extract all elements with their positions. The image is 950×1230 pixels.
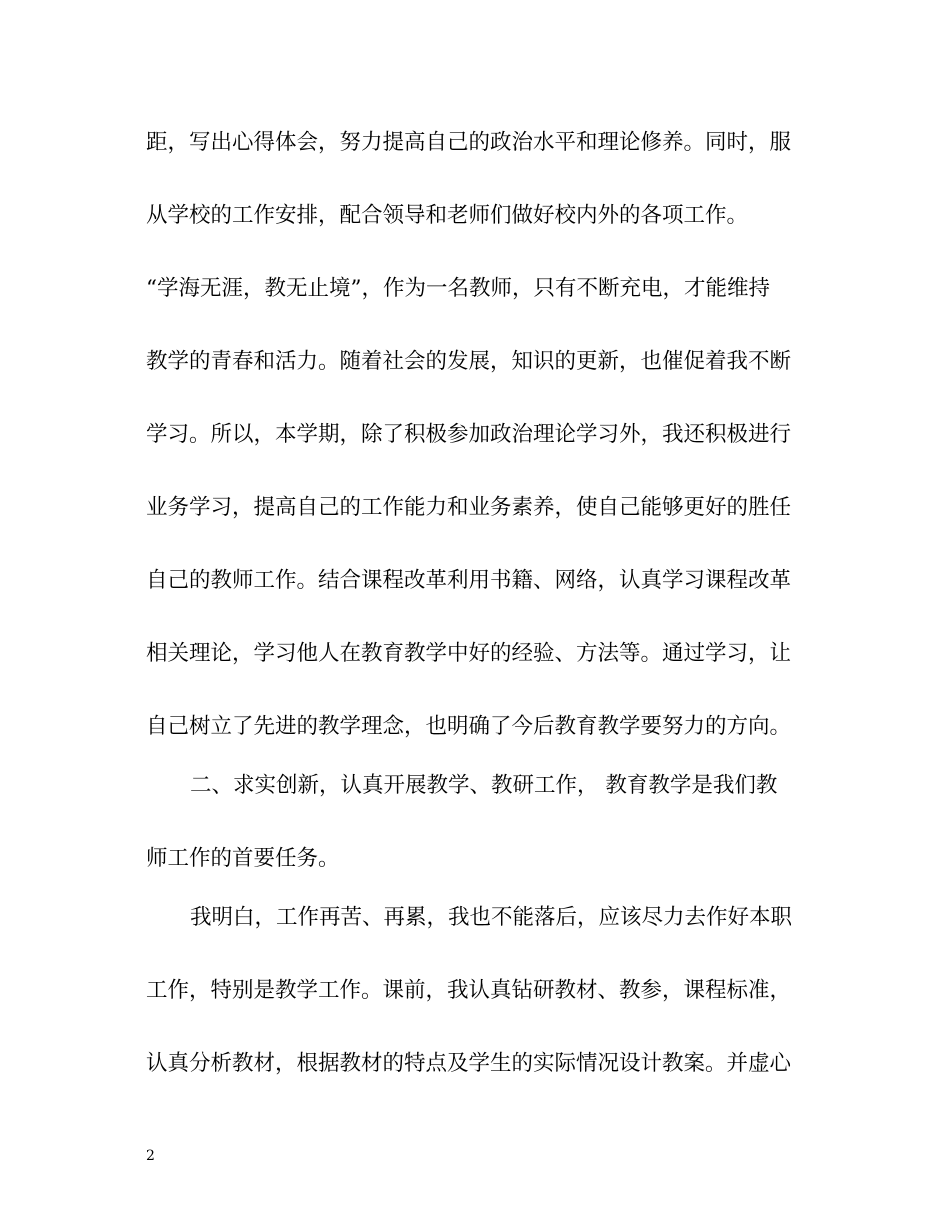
text-line: 教学的青春和活力。随着社会的发展，知识的更新，也催促着我不断 xyxy=(146,349,792,374)
text-line: 距，写出心得体会，努力提高自己的政治水平和理论修养。同时，服 xyxy=(146,130,792,155)
text-line: 工作，特别是教学工作。课前，我认真钻研教材、教参，课程标准， xyxy=(146,978,792,1003)
section-heading-line: 二、求实创新，认真开展教学、教研工作， 教育教学是我们教 xyxy=(190,773,778,798)
text-line: 师工作的首要任务。 xyxy=(146,846,340,871)
text-line: 业务学习，提高自己的工作能力和业务素养，使自己能够更好的胜任 xyxy=(146,495,792,520)
text-line: 自己树立了先进的教学理念，也明确了今后教育教学要努力的方向。 xyxy=(146,714,792,739)
text-line: “学海无涯，教无止境”，作为一名教师，只有不断充电，才能维持 xyxy=(146,276,770,301)
page-number: 2 xyxy=(146,1148,155,1164)
text-line: 从学校的工作安排，配合领导和老师们做好校内外的各项工作。 xyxy=(146,203,749,228)
paragraph-first-line: 我明白，工作再苦、再累，我也不能落后，应该尽力去作好本职 xyxy=(190,905,793,930)
text-line: 相关理论，学习他人在教育教学中好的经验、方法等。通过学习，让 xyxy=(146,641,792,666)
text-line: 学习。所以，本学期，除了积极参加政治理论学习外，我还积极进行 xyxy=(146,422,792,447)
text-line: 认真分析教材，根据教材的特点及学生的实际情况设计教案。并虚心 xyxy=(146,1051,792,1076)
text-line: 自己的教师工作。结合课程改革利用书籍、网络，认真学习课程改革 xyxy=(146,568,792,593)
